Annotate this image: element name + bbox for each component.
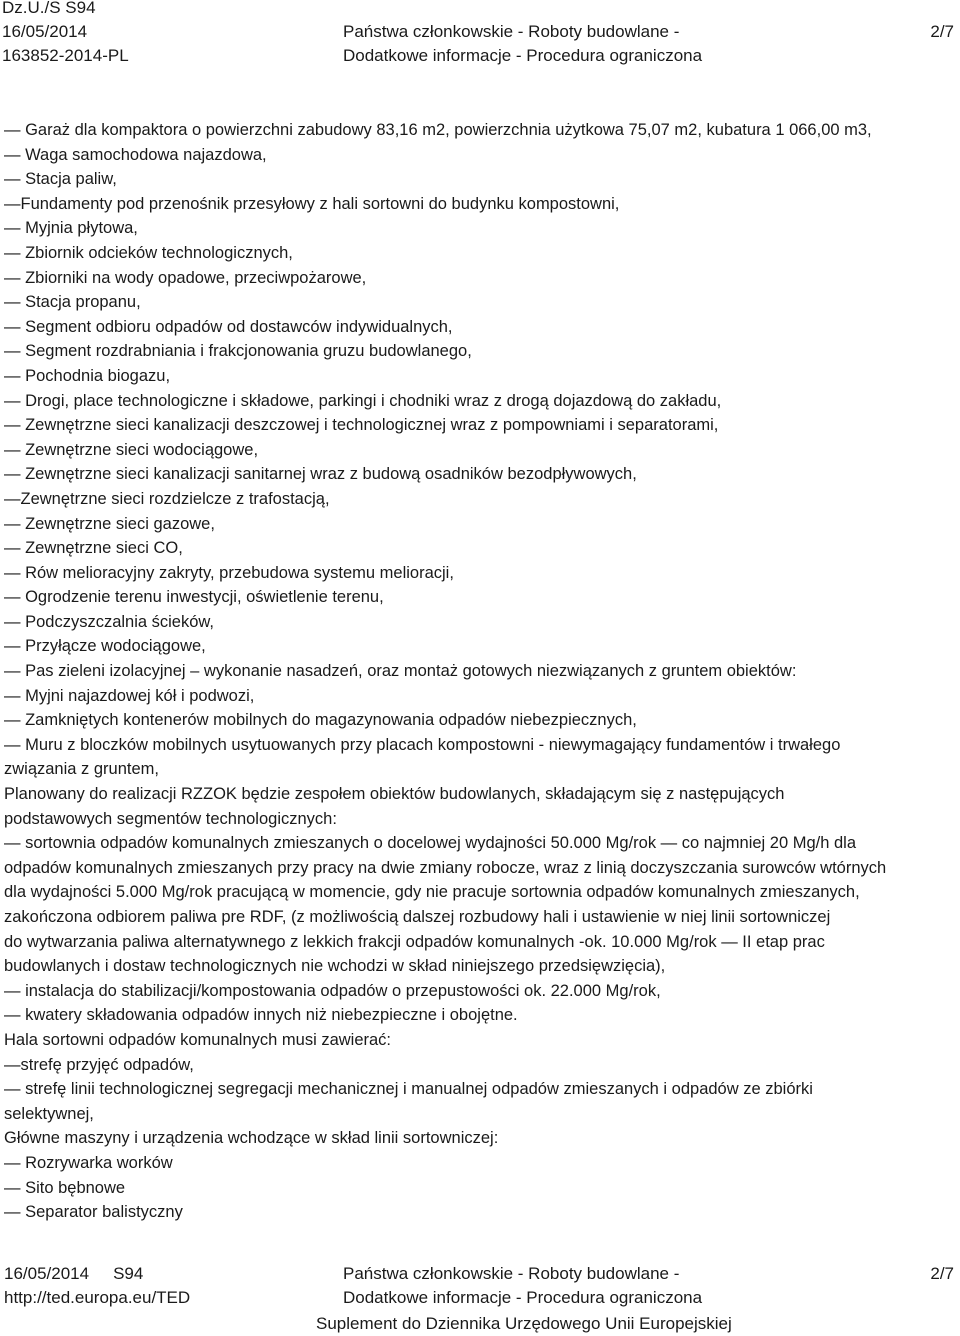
text-line: — Rów melioracyjny zakryty, przebudowa systemu melioracji, bbox=[4, 563, 454, 582]
text-line: Hala sortowni odpadów komunalnych musi zawierać: bbox=[4, 1030, 392, 1049]
text-line: — Zamkniętych kontenerów mobilnych do magazynowania odpadów niebezpiecznych, bbox=[4, 711, 637, 730]
footer-code: S94 bbox=[113, 1264, 144, 1283]
text-line: zakończona odbiorem paliwa pre RDF, (z możliwością dalszej rozbudowy hali i ustawienie w niej linii sortowniczej bbox=[4, 908, 831, 926]
header-title bbox=[343, 20, 702, 68]
header-notice-number: 163852-2014-PL bbox=[2, 46, 129, 65]
text-line: — strefę linii technologicznej segregacji mechanicznej i manualnej odpadów zmieszanych i odpadów ze zbiórki bbox=[4, 1080, 813, 1099]
text-line: — Podczyszczalnia ścieków, bbox=[4, 612, 214, 631]
text-line: — Stacja paliw, bbox=[4, 170, 117, 189]
text-line: — Zbiorniki na wody opadowe, przeciwpożarowe, bbox=[4, 268, 367, 287]
text-line: podstawowych segmentów technologicznych: bbox=[4, 809, 337, 828]
text-line: — Zewnętrzne sieci kanalizacji sanitarnej wraz z budową osadników bezodpływowych, bbox=[4, 465, 637, 484]
text-line: — Drogi, place technologiczne i składowe, parkingi i chodniki wraz z drogą dojazdową do zakładu, bbox=[4, 391, 722, 410]
footer-title-line-1: Państwa członkowskie - Roboty budowlane - bbox=[343, 1264, 680, 1283]
footer-date: 16/05/2014 bbox=[4, 1264, 90, 1283]
text-line: — Muru z bloczków mobilnych usytuowanych przy placach kompostowni - niewymagający fundamentów i trwałego bbox=[4, 735, 841, 754]
text-line: — Sito bębnowe bbox=[4, 1178, 126, 1197]
text-line: — kwatery składowania odpadów innych niż niebezpieczne i obojętne. bbox=[4, 1006, 518, 1025]
text-line: budowlanych i dostaw technologicznych nie wchodzi w skład niniejszego przedsięwzięcia), bbox=[4, 957, 666, 976]
text-line: — Pochodnia biogazu, bbox=[4, 366, 171, 385]
text-line: — sortownia odpadów komunalnych zmieszanych o docelowej wydajności 50.000 Mg/rok — co najmniej 20 Mg/h dla bbox=[4, 834, 857, 853]
text-line: do wytwarzania paliwa alternatywnego z lekkich frakcji odpadów komunalnych -ok. 10.000 Mg/rok — II etap prac bbox=[4, 932, 825, 951]
header-title-line-1: Państwa członkowskie - Roboty budowlane - bbox=[343, 22, 680, 41]
text-line: — Zewnętrzne sieci wodociągowe, bbox=[4, 440, 259, 459]
text-line: — Zewnętrzne sieci CO, bbox=[4, 539, 183, 558]
text-line: — Myjnia płytowa, bbox=[4, 219, 138, 238]
document-body bbox=[4, 118, 954, 1225]
text-line: — Pas zieleni izolacyjnej – wykonanie nasadzeń, oraz montaż gotowych niezwiązanych z gruntem obiektów: bbox=[4, 662, 797, 681]
text-line: — Przyłącze wodociągowe, bbox=[4, 637, 206, 656]
text-line: Planowany do realizacji RZZOK będzie zespołem obiektów budowlanych, składającym się z następujących bbox=[4, 785, 785, 804]
header-date: 16/05/2014 bbox=[2, 22, 88, 41]
footer-url[interactable]: http://ted.europa.eu/TED bbox=[4, 1288, 191, 1307]
footer-supplement: Suplement do Dziennika Urzędowego Unii Europejskiej bbox=[316, 1314, 732, 1333]
text-line: — Segment rozdrabniania i frakcjonowania gruzu budowlanego, bbox=[4, 342, 472, 361]
text-line: — Waga samochodowa najazdowa, bbox=[4, 145, 267, 164]
text-line: — Ogrodzenie terenu inwestycji, oświetlenie terenu, bbox=[4, 588, 384, 607]
text-line: —Fundamenty pod przenośnik przesyłowy z hali sortowni do budynku kompostowni, bbox=[4, 194, 620, 213]
text-line: odpadów komunalnych zmieszanych przy pracy na dwie zmiany robocze, wraz z linią doczyszczania surowców wtórnych bbox=[4, 858, 887, 877]
text-line: dla wydajności 5.000 Mg/rok pracującą w momencie, gdy nie pracuje sortownia odpadów komunalnych zmieszanych, bbox=[4, 883, 860, 902]
footer-reference bbox=[4, 1262, 190, 1310]
page-footer bbox=[0, 1262, 960, 1334]
text-line: Główne maszyny i urządzenia wchodzące w skład linii sortowniczej: bbox=[4, 1129, 499, 1148]
text-line: — Zewnętrzne sieci kanalizacji deszczowej i technologicznej wraz z pompowniami i separatorami, bbox=[4, 416, 719, 435]
text-line: selektywnej, bbox=[4, 1104, 94, 1123]
footer-title bbox=[343, 1262, 702, 1310]
text-line: — Zbiornik odcieków technologicznych, bbox=[4, 243, 293, 262]
text-line: — Segment odbioru odpadów od dostawców indywidualnych, bbox=[4, 317, 453, 336]
text-line: — Garaż dla kompaktora o powierzchni zabudowy 83,16 m2, powierzchnia użytkowa 75,07 m2, kubatura 1 066,00 m3, bbox=[4, 121, 872, 139]
page-header bbox=[0, 0, 960, 70]
footer-title-line-2: Dodatkowe informacje - Procedura ograniczona bbox=[343, 1288, 703, 1307]
header-journal-ref: Dz.U./S S94 bbox=[2, 0, 96, 17]
text-line: —Zewnętrzne sieci rozdzielcze z trafostacją, bbox=[4, 489, 330, 508]
text-line: związania z gruntem, bbox=[4, 760, 159, 779]
text-line: — instalacja do stabilizacji/kompostowania odpadów o przepustowości ok. 22.000 Mg/rok, bbox=[4, 981, 661, 1000]
text-line: — Zewnętrzne sieci gazowe, bbox=[4, 514, 215, 533]
text-line: — Separator balistyczny bbox=[4, 1203, 183, 1222]
header-reference bbox=[2, 0, 129, 68]
footer-page-number: 2/7 bbox=[930, 1264, 954, 1283]
text-line: — Myjni najazdowej kół i podwozi, bbox=[4, 686, 255, 705]
text-line: — Stacja propanu, bbox=[4, 293, 141, 312]
header-title-line-2: Dodatkowe informacje - Procedura ograniczona bbox=[343, 46, 703, 65]
text-line: — Rozrywarka worków bbox=[4, 1153, 173, 1172]
header-page-number: 2/7 bbox=[930, 22, 954, 41]
text-line: —strefę przyjęć odpadów, bbox=[4, 1055, 194, 1074]
